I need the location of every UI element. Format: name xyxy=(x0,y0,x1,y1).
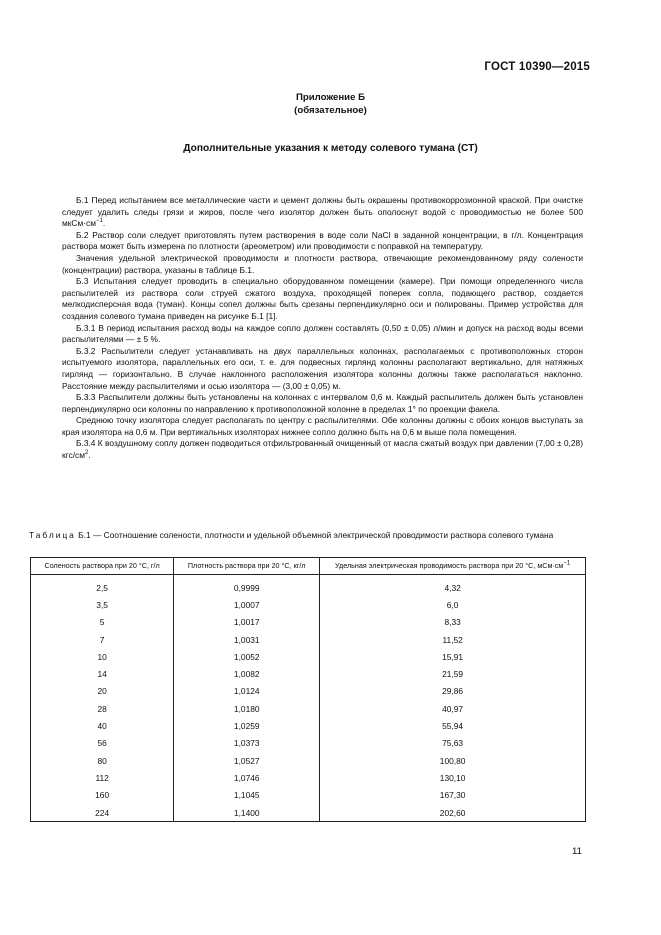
cell-conductivity: 55,94 xyxy=(320,717,586,734)
cell-conductivity: 8,33 xyxy=(320,614,586,631)
cell-conductivity: 6,0 xyxy=(320,596,586,613)
standard-code: ГОСТ 10390—2015 xyxy=(484,61,590,73)
paragraph-b3-4: Б.3.4 К воздушному соплу должен подводиться отфильтрованный очищенный от масла сжатый воздух при давлении (7,00 ± 0,28) кгс/$см^2$. xyxy=(62,438,583,461)
annex-heading xyxy=(0,91,661,117)
cell-density: 1,0007 xyxy=(174,596,320,613)
cell-conductivity: 100,80 xyxy=(320,752,586,769)
paragraph-b3-1: Б.3.1 В период испытания расход воды на каждое сопло должен составлять (0,50 ± 0,05) л/мин и допуск на расход воды всеми распылителями — ± 5 %. xyxy=(62,322,583,345)
cell-conductivity: 11,52 xyxy=(320,631,586,648)
table-row xyxy=(31,700,586,717)
header-conductivity: Удельная электрическая проводимость раствора при 20 °С, $мСм\cdot см^{-1}$ xyxy=(320,558,586,575)
cell-conductivity: 21,59 xyxy=(320,665,586,682)
paragraph-b1: Б.1 Перед испытанием все металлические части и цемент должны быть окрашены противокоррозионной краской. При очистке следует удалить следы грязи и жиров, после чего изолятор должен быть ополоснут водой с проводимостью не более 500 $мкСм\cdot см^{-1}$. xyxy=(62,195,583,229)
table-body xyxy=(31,575,586,822)
table-caption-text: Б.1 — Соотношение солености, плотности и удельной объемной электрической проводимости раствора солевого тумана xyxy=(75,530,554,540)
cell-salinity: 80 xyxy=(31,752,174,769)
table-row xyxy=(31,575,586,597)
cell-salinity: 5 xyxy=(31,614,174,631)
table-header-row xyxy=(31,558,586,575)
table-caption-label: Таблица xyxy=(29,530,76,540)
cell-salinity: 56 xyxy=(31,735,174,752)
cell-salinity: 7 xyxy=(31,631,174,648)
cell-conductivity: 29,86 xyxy=(320,683,586,700)
cell-conductivity: 202,60 xyxy=(320,804,586,822)
cell-salinity: 10 xyxy=(31,648,174,665)
cell-density: 1,0180 xyxy=(174,700,320,717)
cell-density: 1,0527 xyxy=(174,752,320,769)
table-row xyxy=(31,665,586,682)
annex-title: Приложение Б xyxy=(296,92,365,103)
cell-conductivity: 167,30 xyxy=(320,787,586,804)
cell-density: 1,0124 xyxy=(174,683,320,700)
table-row xyxy=(31,683,586,700)
table-row xyxy=(31,787,586,804)
cell-density: 1,0031 xyxy=(174,631,320,648)
table-row xyxy=(31,735,586,752)
table-row xyxy=(31,648,586,665)
cell-salinity: 28 xyxy=(31,700,174,717)
table-row xyxy=(31,596,586,613)
cell-salinity: 160 xyxy=(31,787,174,804)
cell-salinity: 20 xyxy=(31,683,174,700)
cell-salinity: 224 xyxy=(31,804,174,822)
cell-conductivity: 40,97 xyxy=(320,700,586,717)
cell-density: 1,0082 xyxy=(174,665,320,682)
cell-salinity: 2,5 xyxy=(31,575,174,597)
table-row xyxy=(31,614,586,631)
header-salinity: Соленость раствора при 20 °С, г/л xyxy=(31,558,174,575)
cell-density: 1,0746 xyxy=(174,769,320,786)
header-density: Плотность раствора при 20 °С, кг/л xyxy=(174,558,320,575)
body-text xyxy=(62,195,583,462)
cell-salinity: 40 xyxy=(31,717,174,734)
cell-salinity: 14 xyxy=(31,665,174,682)
table-row xyxy=(31,752,586,769)
table-row xyxy=(31,631,586,648)
annex-status: (обязательное) xyxy=(294,105,367,116)
table-row xyxy=(31,769,586,786)
cell-density: 1,1400 xyxy=(174,804,320,822)
cell-density: 0,9999 xyxy=(174,575,320,597)
cell-conductivity: 15,91 xyxy=(320,648,586,665)
cell-density: 1,0259 xyxy=(174,717,320,734)
cell-conductivity: 130,10 xyxy=(320,769,586,786)
cell-salinity: 3,5 xyxy=(31,596,174,613)
table-row xyxy=(31,804,586,822)
page-number: 11 xyxy=(572,846,582,857)
section-title: Дополнительные указания к методу солевого тумана (СТ) xyxy=(183,143,478,154)
cell-conductivity: 4,32 xyxy=(320,575,586,597)
salinity-table xyxy=(30,557,586,822)
cell-density: 1,0052 xyxy=(174,648,320,665)
paragraph-b3-2: Б.3.2 Распылители следует устанавливать на двух параллельных колоннах, располагаемых с противоположных сторон испытуемого изолятора, параллельных его оси, т. е. для подвесных гирлянд колонны располагают вертикально, для натяжных гирлянд — горизонтально. В случае наклонного расположения изолятора колонны должны также располагаться наклонно. Расстояние между распылителями и осью изолятора — (3,00 ± 0,05) м. xyxy=(62,345,583,391)
table-row xyxy=(31,717,586,734)
cell-density: 1,0373 xyxy=(174,735,320,752)
paragraph-b3-3-midpoint: Среднюю точку изолятора следует располагать по центру с распылителями. Обе колонны должны с обоих концов выступать за края изолятора на 0,6 м. При вертикальных изоляторах нижнее сопло должно быть на 0,6 м выше пола помещения. xyxy=(62,415,583,437)
cell-salinity: 112 xyxy=(31,769,174,786)
cell-conductivity: 75,63 xyxy=(320,735,586,752)
cell-density: 1,0017 xyxy=(174,614,320,631)
table-caption xyxy=(29,530,589,542)
cell-density: 1,1045 xyxy=(174,787,320,804)
paragraph-b2: Б.2 Раствор соли следует приготовлять путем растворения в воде соли NaCl в заданной концентрации, в г/л. Концентрация раствора может быть измерена по плотности (ареометром) или проводимости с поправкой на температуру. xyxy=(62,229,583,252)
paragraph-b3-3: Б.3.3 Распылители должны быть установлены на колоннах с интервалом 0,6 м. Каждый распылитель должен быть установлен перпендикулярно оси колонны по направлению к противоположной колонне в пределах 1° по проекции факела. xyxy=(62,392,583,414)
paragraph-b2-values: Значения удельной электрической проводимости и плотности раствора, отвечающие рекомендованному ряду солености (концентрации) раствора, указаны в таблице Б.1. xyxy=(62,252,583,275)
paragraph-b3: Б.3 Испытания следует проводить в специально оборудованном помещении (камере). При помощи определенного числа распылителей из раствора соли струей сжатого воздуха, проходящей поперек сопла, подающего раствор, создается мелкодисперсная вода (туман). Концы сопел должны быть срезаны перпендикулярно оси и полированы. Пример устройства для создания солевого тумана приведен на рисунке Б.1 [1]. xyxy=(62,276,583,321)
